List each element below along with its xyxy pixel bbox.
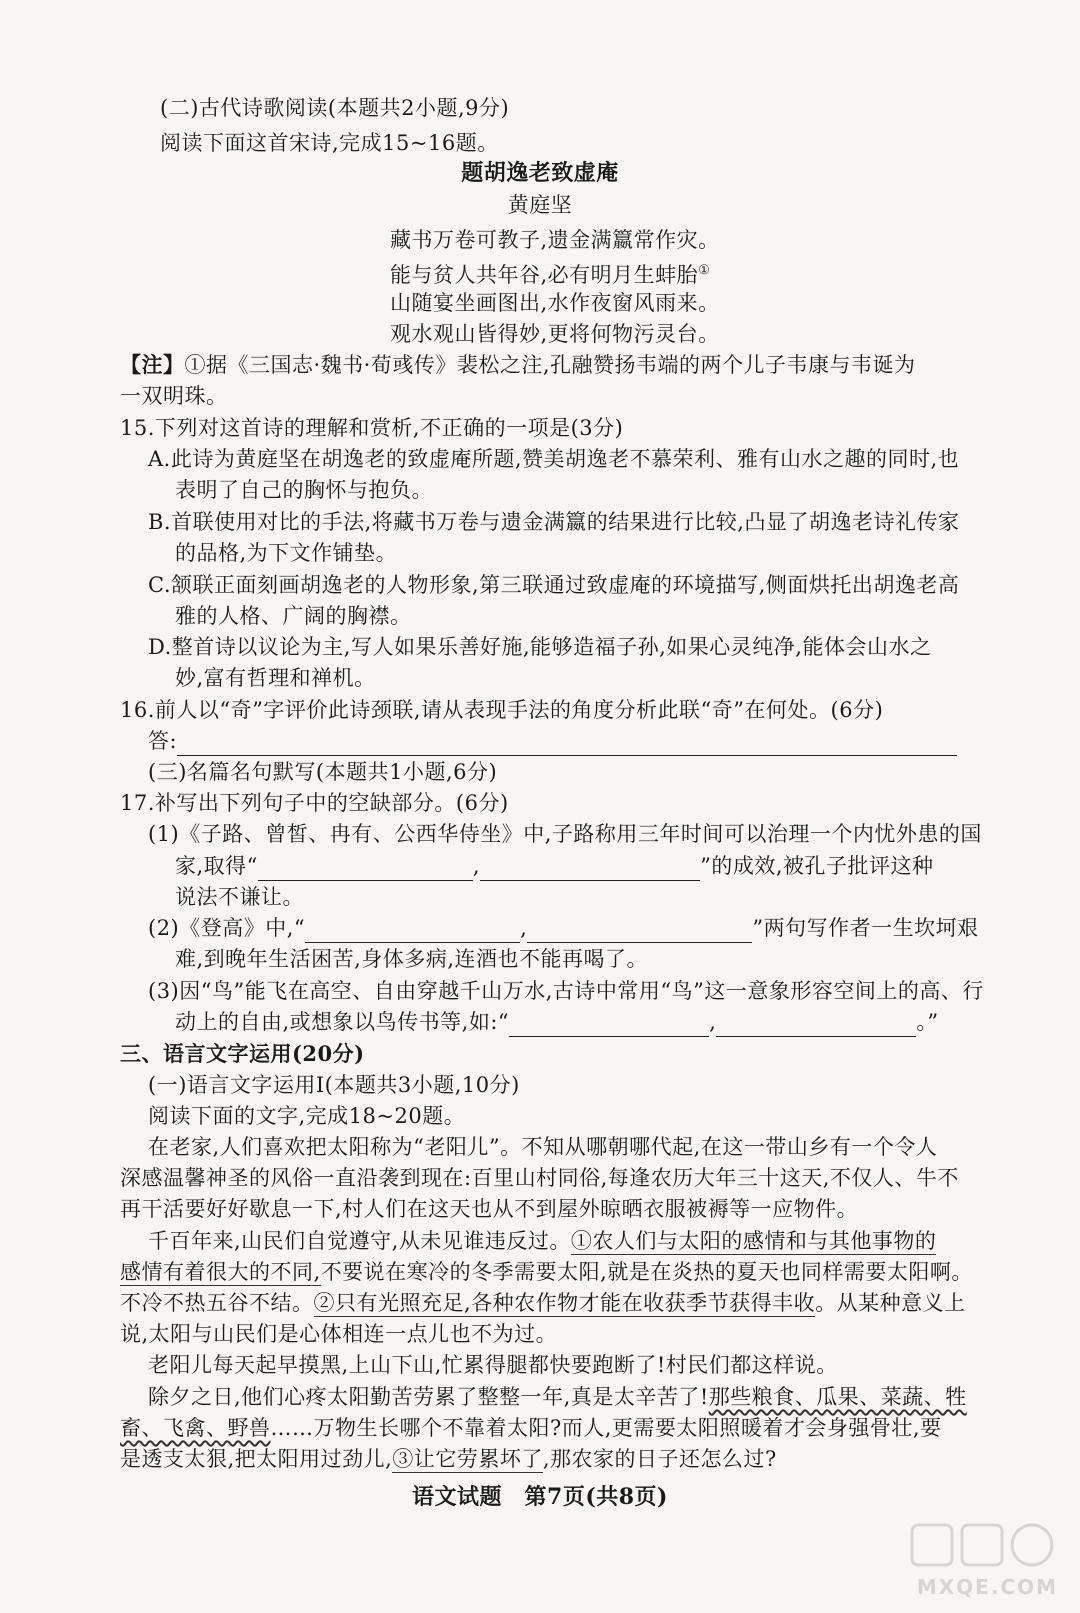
passage-p1-line-1: 在老家,人们喜欢把太阳称为“老阳儿”。不知从哪朝哪代起,在这一带山乡有一个令人 bbox=[148, 1135, 938, 1159]
q17-s1-line-1: (1)《子路、曾皙、冉有、公西华侍坐》中,子路称用三年时间可以治理一个内忧外患的国 bbox=[148, 822, 982, 846]
wavy-underlined-phrase: 那些粮食、瓜果、菜蔬、牲 bbox=[708, 1385, 967, 1409]
q17-s3-line-2: 动上的自由,或想象以鸟传书等,如:“ , 。” bbox=[175, 1007, 939, 1037]
passage-p1-line-2: 深感温馨神圣的风俗一直沿袭到现在:百里山村同俗,每逢农历大年三十这天,不仅人、牛不 bbox=[120, 1166, 959, 1190]
language-instruction: 阅读下面的文字,完成18~20题。 bbox=[148, 1104, 466, 1128]
q15-option-d-line-1: D.整首诗以议论为主,写人如果乐善好施,能够造福子孙,如果心灵纯净,能体会山水之 bbox=[148, 635, 932, 659]
passage-p4-line-1: 除夕之日,他们心疼太阳勤苦劳累了整整一年,真是太辛苦了!那些粮食、瓜果、菜蔬、牲 bbox=[148, 1385, 967, 1409]
note-label: 【注】 bbox=[120, 352, 185, 377]
underlined-sentence-3: ③让它劳累坏了 bbox=[392, 1447, 543, 1471]
passage-p1-line-3: 再干活要好好歇息一下,村人们在这天也从不到屋外晾晒衣服被褥等一应物件。 bbox=[120, 1197, 859, 1221]
watermark-text: MXQE.COM bbox=[916, 1575, 1058, 1599]
q15-option-c-line-1: C.颔联正面刻画胡逸老的人物形象,第三联通过致虚庵的环境描写,侧面烘托出胡逸老高 bbox=[148, 573, 960, 597]
passage-p2-line-4: 说,太阳与山民们是心体相连一点儿也不为过。 bbox=[120, 1322, 558, 1346]
q16-stem: 16.前人以“奇”字评价此诗颈联,请从表现手法的角度分析此联“奇”在何处。(6分) bbox=[120, 698, 884, 722]
wavy-underlined-phrase-end: 畜、飞禽、野兽 bbox=[120, 1416, 271, 1440]
poetry-section-heading: (二)古代诗歌阅读(本题共2小题,9分) bbox=[160, 96, 510, 120]
q16-answer-line bbox=[148, 726, 957, 756]
watermark-logo bbox=[908, 1519, 1058, 1599]
language-sub-heading: (一)语言文字运用Ⅰ(本题共3小题,10分) bbox=[148, 1073, 520, 1097]
q17-stem: 17.补写出下列句子中的空缺部分。(6分) bbox=[120, 791, 509, 815]
poem-line-1: 藏书万卷可教子,遗金满籝常作灾。 bbox=[390, 228, 720, 252]
underlined-sentence-1-end: 感情有着很大的不同, bbox=[120, 1260, 321, 1284]
passage-p4-line-3: 是透支太狠,把太阳用过劲儿,③让它劳累坏了,那农家的日子还怎么过? bbox=[120, 1447, 777, 1471]
q15-option-d-line-2: 妙,富有哲理和禅机。 bbox=[175, 666, 376, 690]
poem-author: 黄庭坚 bbox=[507, 193, 573, 217]
language-section-heading: 三、语言文字运用(20分) bbox=[120, 1041, 365, 1066]
passage-p3: 老阳儿每天起早摸黑,上山下山,忙累得腿都快要跑断了!村民们都这样说。 bbox=[148, 1353, 838, 1377]
q15-option-b-line-1: B.首联使用对比的手法,将藏书万卷与遗金满籝的结果进行比较,凸显了胡逸老诗礼传家 bbox=[148, 510, 960, 534]
underlined-sentence-2: ②只有光照充足,各种农作物才能在收获季节获得丰收 bbox=[313, 1291, 816, 1315]
q17-s1-line-3: 说法不谦让。 bbox=[175, 885, 304, 909]
q17-s3-blank-2[interactable] bbox=[716, 1014, 916, 1037]
q15-option-a-line-2: 表明了自己的胸怀与抱负。 bbox=[175, 478, 433, 502]
q17-s2-blank-2[interactable] bbox=[527, 920, 752, 943]
q17-s2-blank-1[interactable] bbox=[305, 920, 520, 943]
poem-line-4: 观水观山皆得妙,更将何物污灵台。 bbox=[390, 322, 720, 346]
note-marker: ① bbox=[698, 263, 711, 278]
q16-answer-label: 答: bbox=[148, 729, 178, 753]
passage-p2-line-1: 千百年来,山民们自觉遵守,从未见谁违反过。①农人们与太阳的感情和与其他事物的 bbox=[148, 1229, 937, 1253]
q17-s1-line-2: 家,取得“ , ”的成效,被孔子批评这种 bbox=[175, 851, 934, 881]
q17-s1-blank-1[interactable] bbox=[258, 858, 473, 881]
poem-note-line-2: 一双明珠。 bbox=[120, 384, 228, 408]
q16-answer-blank[interactable] bbox=[177, 733, 957, 756]
poem-note-line-1: 【注】①据《三国志·魏书·荀彧传》裴松之注,孔融赞扬韦端的两个儿子韦康与韦诞为 bbox=[120, 352, 916, 377]
q17-s2-line-2: 难,到晚年生活困苦,身体多病,连酒也不能再喝了。 bbox=[175, 947, 649, 971]
q15-option-c-line-2: 雅的人格、广阔的胸襟。 bbox=[175, 604, 412, 628]
q17-s3-line-1: (3)因“鸟”能飞在高空、自由穿越千山万水,古诗中常用“鸟”这一意象形容空间上的高、行 bbox=[148, 979, 984, 1003]
watermark-emblem-icon bbox=[908, 1519, 1058, 1575]
q15-stem: 15.下列对这首诗的理解和赏析,不正确的一项是(3分) bbox=[120, 416, 624, 440]
poetry-instruction: 阅读下面这首宋诗,完成15~16题。 bbox=[160, 131, 499, 155]
passage-p2-line-3: 不冷不热五谷不结。②只有光照充足,各种农作物才能在收获季节获得丰收。从某种意义上 bbox=[120, 1291, 966, 1315]
poem-line-3: 山随宴坐画图出,水作夜窗风雨来。 bbox=[390, 291, 720, 315]
poem-line-2: 能与贫人共年谷,必有明月生蚌胎① bbox=[390, 263, 711, 287]
q17-s2-line-1: (2)《登高》中,“ , ”两句写作者一生坎坷艰 bbox=[148, 913, 979, 943]
page-footer: 语文试题 第7页(共8页) bbox=[412, 1484, 668, 1510]
q15-option-b-line-2: 的品格,为下文作铺垫。 bbox=[175, 541, 398, 565]
q17-s1-blank-2[interactable] bbox=[480, 858, 700, 881]
q17-s3-blank-1[interactable] bbox=[509, 1014, 709, 1037]
dictation-heading: (三)名篇名句默写(本题共1小题,6分) bbox=[148, 760, 498, 784]
passage-p4-line-2: 畜、飞禽、野兽……万物生长哪个不靠着太阳?而人,更需要太阳照暖着才会身强骨壮,要 bbox=[120, 1416, 942, 1440]
underlined-sentence-1: ①农人们与太阳的感情和与其他事物的 bbox=[570, 1229, 937, 1253]
q15-option-a-line-1: A.此诗为黄庭坚在胡逸老的致虚庵所题,赞美胡逸老不慕荣利、雅有山水之趣的同时,也 bbox=[148, 447, 960, 471]
passage-p2-line-2: 感情有着很大的不同,不要说在寒冷的冬季需要太阳,就是在炎热的夏天也同样需要太阳啊。 bbox=[120, 1260, 973, 1284]
poem-title: 题胡逸老致虚庵 bbox=[461, 160, 619, 186]
